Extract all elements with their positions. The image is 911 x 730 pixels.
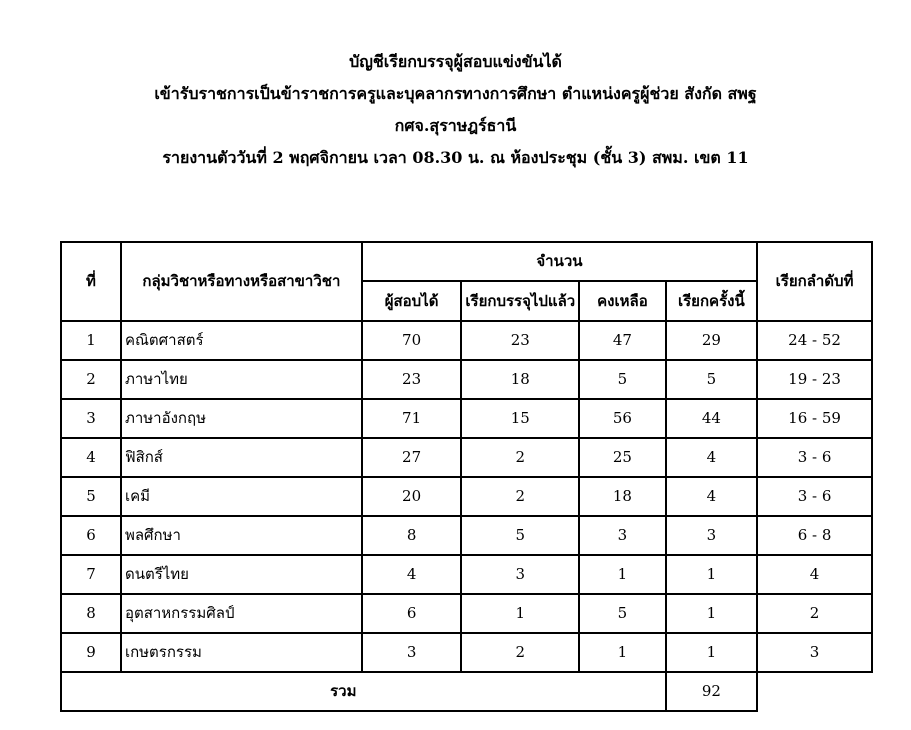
cell-passed: 70 [362,321,462,360]
header-rank: เรียกลำดับที่ [757,242,872,321]
total-row [61,672,872,711]
cell-called-before: 18 [461,360,579,399]
header-called-now: เรียกครั้งนี้ [666,281,757,321]
cell-passed: 20 [362,477,462,516]
cell-passed: 23 [362,360,462,399]
cell-no: 8 [61,594,121,633]
title-line-1: บัญชีเรียกบรรจุผู้สอบแข่งขันได้ [349,52,562,71]
cell-called-before: 1 [461,594,579,633]
cell-passed: 6 [362,594,462,633]
header-remaining: คงเหลือ [579,281,665,321]
table-row [61,633,872,672]
cell-called-before: 2 [461,477,579,516]
cell-no: 1 [61,321,121,360]
cell-passed: 8 [362,516,462,555]
table-row [61,438,872,477]
cell-subject: ภาษาไทย [121,360,362,399]
cell-passed: 71 [362,399,462,438]
cell-remaining: 1 [579,555,665,594]
cell-subject: อุตสาหกรรมศิลป์ [121,594,362,633]
cell-no: 9 [61,633,121,672]
cell-called-now: 29 [666,321,757,360]
cell-passed: 3 [362,633,462,672]
cell-called-now: 1 [666,555,757,594]
cell-called-now: 4 [666,477,757,516]
table-row [61,594,872,633]
cell-called-before: 5 [461,516,579,555]
cell-called-now: 3 [666,516,757,555]
total-empty-cell [757,672,872,711]
cell-called-before: 2 [461,438,579,477]
cell-passed: 27 [362,438,462,477]
cell-subject: พลศึกษา [121,516,362,555]
cell-subject: เคมี [121,477,362,516]
table-body [61,321,872,672]
cell-no: 6 [61,516,121,555]
cell-called-before: 23 [461,321,579,360]
table-row [61,321,872,360]
cell-called-now: 1 [666,633,757,672]
header-no: ที่ [61,242,121,321]
cell-rank: 4 [757,555,872,594]
header-amount: จำนวน [362,242,757,281]
cell-rank: 6 - 8 [757,516,872,555]
cell-no: 2 [61,360,121,399]
cell-called-now: 5 [666,360,757,399]
cell-no: 5 [61,477,121,516]
cell-passed: 4 [362,555,462,594]
cell-rank: 19 - 23 [757,360,872,399]
cell-remaining: 18 [579,477,665,516]
cell-subject: ภาษาอังกฤษ [121,399,362,438]
cell-remaining: 25 [579,438,665,477]
cell-rank: 3 - 6 [757,477,872,516]
table-row [61,477,872,516]
cell-subject: คณิตศาสตร์ [121,321,362,360]
header-passed: ผู้สอบได้ [362,281,462,321]
header-called-before: เรียกบรรจุไปแล้ว [461,281,579,321]
cell-remaining: 1 [579,633,665,672]
total-called-now: 92 [666,672,757,711]
cell-subject: ฟิสิกส์ [121,438,362,477]
cell-called-before: 2 [461,633,579,672]
table-row [61,516,872,555]
cell-rank: 16 - 59 [757,399,872,438]
recruitment-table [60,241,873,712]
cell-no: 4 [61,438,121,477]
cell-called-now: 4 [666,438,757,477]
document-header [0,52,911,180]
cell-called-now: 44 [666,399,757,438]
cell-no: 7 [61,555,121,594]
cell-remaining: 5 [579,360,665,399]
table-row [61,555,872,594]
cell-rank: 3 [757,633,872,672]
cell-called-now: 1 [666,594,757,633]
header-subject: กลุ่มวิชาหรือทางหรือสาขาวิชา [121,242,362,321]
title-line-3: กศจ.สุราษฎร์ธานี [394,116,517,135]
cell-rank: 2 [757,594,872,633]
cell-remaining: 5 [579,594,665,633]
table-row [61,360,872,399]
cell-remaining: 47 [579,321,665,360]
table-row [61,399,872,438]
cell-rank: 24 - 52 [757,321,872,360]
cell-subject: ดนตรีไทย [121,555,362,594]
total-label: รวม [61,672,666,711]
cell-subject: เกษตรกรรม [121,633,362,672]
title-line-2: เข้ารับราชการเป็นข้าราชการครูและบุคลากรทางการศึกษา ตำแหน่งครูผู้ช่วย สังกัด สพฐ [154,84,757,103]
cell-no: 3 [61,399,121,438]
title-line-4: รายงานตัววันที่ 2 พฤศจิกายน เวลา 08.30 น. ณ ห้องประชุม (ชั้น 3) สพม. เขต 11 [162,148,749,167]
cell-called-before: 15 [461,399,579,438]
cell-rank: 3 - 6 [757,438,872,477]
cell-remaining: 3 [579,516,665,555]
cell-called-before: 3 [461,555,579,594]
cell-remaining: 56 [579,399,665,438]
